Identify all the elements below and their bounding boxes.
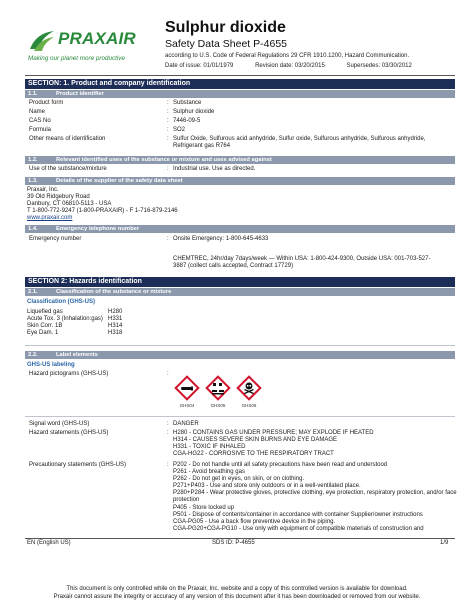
- pictogram-code: GHS05: [210, 403, 226, 408]
- emergency-label: Emergency number: [29, 236, 82, 242]
- pictogram-code: GHS06: [241, 403, 257, 408]
- date-of-issue: Date of issue: 01/01/1979: [165, 63, 234, 69]
- corrosion-icon: [205, 375, 231, 401]
- supplier-name: Praxair, Inc.: [27, 187, 59, 193]
- precautionary-statement: P271+P403 - Use and store only outdoors or in a well-ventilated place.: [173, 483, 361, 489]
- logo-wordmark: PRAXAIR: [58, 29, 136, 48]
- subsection-1-2: 1.2. Relevant identified uses of the substance or mixture and uses advised against: [25, 156, 455, 164]
- hazard-statement: CGA-HG22 - CORROSIVE TO THE RESPIRATORY TRACT: [173, 451, 334, 457]
- use-label: Use of the substance/mixture: [29, 166, 107, 172]
- row-label: Formula: [29, 127, 52, 133]
- precautionary-statement: P405 - Store locked up: [173, 505, 235, 511]
- class-code: H280: [108, 309, 123, 315]
- revision-date: Revision date: 03/20/2015: [255, 63, 325, 69]
- subsection-1-3: 1.3. Details of the supplier of the safety data sheet: [25, 177, 455, 185]
- document-title: Sulphur dioxide: [165, 19, 286, 36]
- footer-language: EN (English US): [27, 540, 71, 546]
- section-1-heading: SECTION: 1. Product and company identification: [25, 79, 455, 89]
- class-name: Acute Tox. 3 (Inhalation:gas): [27, 316, 103, 322]
- document-subtitle: Safety Data Sheet P-4655: [165, 38, 287, 50]
- chemtrec-text: CHEMTREC, 24hr/day 7days/week — Within USA: 1-800-424-9300, Outside USA: 001-703-527-3887 (collect calls accepted, Contract 17729): [173, 256, 431, 270]
- row-label: Other means of identification: [29, 136, 106, 142]
- class-name: Skin Corr. 1B: [27, 323, 63, 329]
- date-line: [165, 63, 432, 69]
- class-code: H318: [108, 330, 123, 336]
- use-value: Industrial use. Use as directed.: [173, 166, 256, 172]
- subsection-2-1: 2.1. Classification of the substance or mixture: [25, 288, 455, 296]
- row-value: Sulfur Oxide, Sulfurous acid anhydride, Sulfur oxide, Sulfurous anhydride, Sulfurous anhydride, Refrigerant gas R764: [173, 136, 426, 150]
- precautionary-statement: CGA-PG20+CGA-PG10 - Use only with equipment of compatible materials of construction and: [173, 526, 424, 532]
- precautionary-statements-label: Precautionary statements (GHS-US): [29, 462, 127, 468]
- row-label: Product form: [29, 100, 64, 106]
- precautionary-statement: P280+P284 - Wear protective gloves, protective clothing, eye protection, respiratory protection, and/or face protection: [173, 490, 457, 504]
- supplier-address: 39 Old Ridgebury Road: [27, 194, 90, 200]
- row-value: 7446-09-5: [173, 118, 201, 124]
- logo-tagline: Making our planet more productive: [28, 55, 125, 62]
- divider: [25, 416, 455, 417]
- skull-crossbones-icon: [236, 375, 262, 401]
- precautionary-statement: P501 - Dispose of contents/container in accordance with container Supplier/owner instructions: [173, 512, 423, 518]
- pictograms-label: Hazard pictograms (GHS-US): [29, 371, 109, 377]
- footer-divider: [25, 538, 455, 539]
- class-name: Liquefied gas: [27, 309, 63, 315]
- header-divider: [25, 75, 455, 76]
- sds-page: PRAXAIR Making our planet more productive Sulphur dioxide Safety Data Sheet P-4655 according to U.S. Code of Federal Regulations 29 CFR 1910.1200, Hazard Communication. Date of issue: 01/01/1979 Revision date: 03/20/2015 Supersedes: 03/30/2012 SECTION: 1. Product and company identification 1.1. Product identifier Product form : Substance Name : Sulphur dioxide CAS No : 7446-09-5 Formula : SO2 Other means of identification : Sulfur Oxide, Sulfurous acid anhydride, Sulfur oxide, Sulfurous anhydride, Sulfurous anhydride, Refrigerant gas R764 1.2. Relevant identified uses of the substance or mixture and uses advised against Use of the substance/mixture : Industrial use. Use as directed. 1.3. Details of the supplier of the safety data sheet Praxair, Inc. 39 Old Ridgebury Road Danbury, CT 06810-5113 - USA T 1-800-772-9247 (1-800-PRAXAIR) - F 1-716-879-2146 www.praxair.com 1.4. Emergency telephone number Emergency number : Onsite Emergency: 1-800-645-4633 CHEMTREC, 24hr/day 7days/week — Within USA: 1-800-424-9300, Outside USA: 001-703-527-3887 (collect calls accepted, Contract 17729) SECTION 2: Hazards identification 2.1. Classification of the substance or mixture Classification (GHS-US) Liquefied gas H280 Acute Tox. 3 (Inhalation:gas) H331 Skin Corr. 1B H314 Eye Dam. 1 H318 2.2. Label elements GHS-US labeling Hazard pictograms (GHS-US) : GHS04 GHS05 GHS06 Signal word (GHS-US) : DANGER Hazard statements (GHS-US) : H280 - CONTAINS GAS UNDER PRESSURE; MAY EXPLODE IF HEATED H314 - CAUSES SEVERE SKIN BURNS AND EYE DAMAGE H331 - TOXIC IF INHALED CGA-HG22 - CORROSIVE TO THE RESPIRATORY TRACT Precautionary statements (GHS-US) : P202 - Do not handle until all safety precautions have been read and understood P261 - Avoid breathing gas P262 - Do not get in eyes, on skin, or on clothing. P271+P403 - Use and store only outdoors or in a well-ventilated place. P280+P284 - Wear protective gloves, protective clothing, eye protection, respiratory protection, and/or face protection P405 - Store locked up P501 - Dispose of contents/container in accordance with container Supplier/owner instructions CGA-PG05 - Use a back flow preventive device in the piping. CGA-PG20+CGA-PG10 - Use only with equipment of compatible materials of construction and EN (English US) SDS ID: P-4655 1/9 This document is only controlled while on the Praxair, Inc. website and a copy of this controlled version is available for download. Praxair cannot assure the integrity or accuracy of any version of this document after it has been downloaded or removed from our website.: [0, 0, 474, 613]
- gas-cylinder-icon: [174, 375, 200, 401]
- class-name: Eye Dam. 1: [27, 330, 59, 336]
- class-code: H314: [108, 323, 123, 329]
- disclaimer-line: Praxair cannot assure the integrity or accuracy of any version of this document after it has been downloaded or removed from our website.: [53, 594, 421, 600]
- signal-word-label: Signal word (GHS-US): [29, 421, 90, 427]
- row-value: SO2: [173, 127, 186, 133]
- hazard-statement: H331 - TOXIC IF INHALED: [173, 444, 246, 450]
- praxair-swoosh-icon: [28, 29, 56, 53]
- emergency-value: Onsite Emergency: 1-800-645-4633: [173, 236, 269, 242]
- class-code: H331: [108, 316, 123, 322]
- supplier-city: Danbury, CT 06810-5113 - USA: [27, 201, 112, 207]
- row-label: CAS No: [29, 118, 51, 124]
- hazard-statement: H280 - CONTAINS GAS UNDER PRESSURE; MAY EXPLODE IF HEATED: [173, 430, 374, 436]
- classification-heading: Classification (GHS-US): [27, 299, 96, 305]
- praxair-logo: [28, 28, 140, 66]
- labeling-heading: GHS-US labeling: [27, 362, 75, 368]
- disclaimer-line: This document is only controlled while on the Praxair, Inc. website and a copy of this controlled version is available for download.: [66, 586, 408, 592]
- subsection-1-1: 1.1. Product identifier: [25, 90, 455, 98]
- row-value: Substance: [173, 100, 202, 106]
- footer-page-number: 1/9: [440, 540, 449, 546]
- divider: [25, 345, 455, 346]
- supplier-website-link[interactable]: www.praxair.com: [27, 215, 73, 221]
- precautionary-statement: P261 - Avoid breathing gas: [173, 469, 245, 475]
- section-2-heading: SECTION 2: Hazards identification: [25, 277, 455, 287]
- subsection-2-2: 2.2. Label elements: [25, 351, 455, 359]
- row-value: Sulphur dioxide: [173, 109, 215, 115]
- hazard-statement: H314 - CAUSES SEVERE SKIN BURNS AND EYE DAMAGE: [173, 437, 338, 443]
- signal-word-value: DANGER: [173, 421, 199, 427]
- precautionary-statement: P262 - Do not get in eyes, on skin, or on clothing.: [173, 476, 305, 482]
- footer-disclaimer: [20, 585, 454, 601]
- footer-sds-id: SDS ID: P-4655: [212, 540, 255, 546]
- supplier-phone: T 1-800-772-9247 (1-800-PRAXAIR) - F 1-716-879-2146: [27, 208, 178, 214]
- precautionary-statement: CGA-PG05 - Use a back flow preventive device in the piping.: [173, 519, 336, 525]
- regulation-text: according to U.S. Code of Federal Regulations 29 CFR 1910.1200, Hazard Communication.: [165, 53, 410, 59]
- pictogram-code: GHS04: [179, 403, 195, 408]
- hazard-statements-label: Hazard statements (GHS-US): [29, 430, 109, 436]
- row-label: Name: [29, 109, 46, 115]
- supersedes-date: Supersedes: 03/30/2012: [346, 63, 412, 69]
- subsection-1-4: 1.4. Emergency telephone number: [25, 225, 455, 233]
- precautionary-statement: P202 - Do not handle until all safety precautions have been read and understood: [173, 462, 388, 468]
